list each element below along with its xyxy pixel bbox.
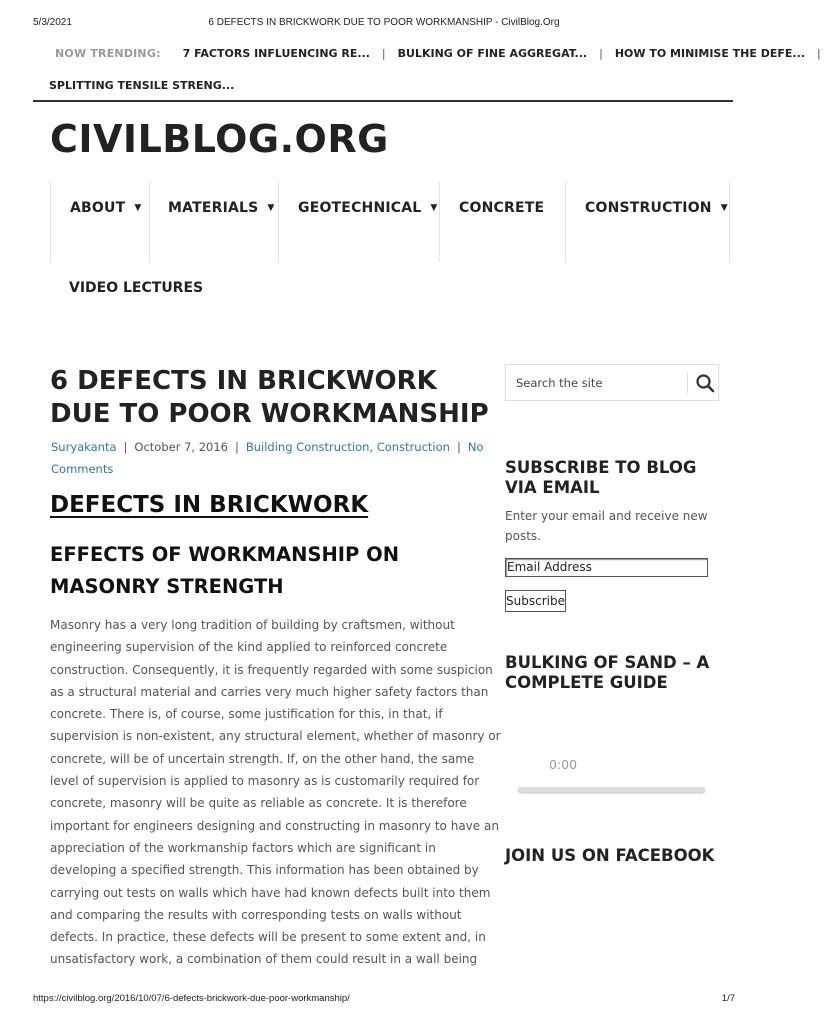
body-line: construction. Consequently, it is frequently regarded with some suspicion: [50, 662, 493, 677]
body-line: carrying out tests on walls which have had known defects built into them: [50, 885, 491, 900]
print-header: [0, 17, 768, 31]
body-line: and comparing the results with corresponding tests on walls without: [50, 907, 462, 922]
body-line: important for engineers designing and constructing in masonry to have an: [50, 818, 499, 833]
nav-label: GEOTECHNICAL: [298, 200, 422, 216]
caret-down-icon: ▼: [430, 203, 438, 213]
nav-label: ABOUT: [70, 200, 126, 216]
meta-separator: |: [234, 440, 239, 454]
body-line: as a structural material and carries very much higher safety factors than: [50, 684, 489, 699]
audio-progress-bar[interactable]: [518, 787, 705, 792]
nav-item-about[interactable]: [50, 182, 149, 262]
nav-item-construction[interactable]: [565, 182, 729, 262]
post-date: October 7, 2016: [134, 440, 228, 454]
body-line: concrete, masonry will be quite as reliable as concrete. It is therefore: [50, 796, 467, 811]
trending-separator: |: [381, 46, 386, 60]
nav-item-geotechnical[interactable]: [278, 182, 439, 262]
search-icon[interactable]: [695, 373, 715, 393]
trending-separator: |: [599, 46, 603, 60]
body-line: Masonry has a very long tradition of building by craftsmen, without: [50, 618, 455, 632]
facebook-widget-title: JOIN US ON FACEBOOK: [505, 846, 715, 865]
section-heading: DEFECTS IN BRICKWORK: [50, 492, 369, 518]
trending-separator: |: [816, 46, 821, 60]
print-footer: [0, 993, 768, 1007]
subscribe-button[interactable]: Subscribe: [505, 590, 566, 612]
audio-time: 0:00: [549, 757, 578, 772]
search-divider: [687, 373, 688, 393]
body-line: engineering supervision of the kind applied to reinforced concrete: [50, 640, 448, 655]
comments-link[interactable]: Comments: [51, 462, 114, 476]
body-line: defects. In practice, these defects will be present to some extent and, in: [50, 930, 486, 945]
nav-divider: [729, 182, 730, 262]
post-meta: [51, 436, 491, 480]
body-line: concrete, will be of uncertain strength. If, on the other hand, the same: [50, 751, 475, 766]
trending-link[interactable]: BULKING OF FINE AGGREGAT...: [397, 46, 588, 60]
bulking-widget-title: BULKING OF SAND – A COMPLETE GUIDE: [505, 653, 710, 692]
author-link[interactable]: Suryakanta: [51, 440, 117, 454]
meta-separator: |: [123, 440, 128, 454]
subsection-heading: EFFECTS OF WORKMANSHIP ON MASONRY STRENGTH: [50, 543, 400, 598]
comments-link[interactable]: No: [467, 440, 484, 454]
post-title: 6 DEFECTS IN BRICKWORK DUE TO POOR WORKMANSHIP: [50, 366, 489, 429]
search-input[interactable]: Search the site: [516, 376, 603, 390]
header-divider: [33, 100, 733, 102]
print-date: 5/3/2021: [33, 17, 72, 28]
caret-down-icon: ▼: [134, 203, 142, 213]
body-line: appreciation of the workmanship factors which are significant in: [50, 840, 436, 855]
search-box[interactable]: [505, 364, 719, 401]
body-line: level of supervision is applied to masonry as is customarily required for: [50, 774, 480, 789]
body-line: concrete. There is, of course, some justification for this, in that, if: [50, 707, 443, 722]
nav-label: CONSTRUCTION: [585, 200, 712, 216]
site-title[interactable]: CIVILBLOG.ORG: [50, 117, 389, 161]
caret-down-icon: ▼: [720, 203, 728, 213]
caret-down-icon: ▼: [267, 203, 275, 213]
meta-separator: |: [456, 440, 461, 454]
nav-label: MATERIALS: [168, 200, 259, 216]
subscribe-widget-title: SUBSCRIBE TO BLOG VIA EMAIL: [505, 458, 697, 497]
nav-item-concrete[interactable]: [439, 182, 565, 262]
article-body: [50, 614, 501, 971]
body-line: developing a specified strength. This information has been obtained by: [50, 863, 479, 878]
category-link[interactable]: Construction: [376, 440, 450, 454]
nav-item-video-lectures[interactable]: VIDEO LECTURES: [69, 280, 204, 296]
print-url: https://civilblog.org/2016/10/07/6-defects-brickwork-due-poor-workmanship/: [33, 993, 350, 1004]
trending-label: NOW TRENDING:: [55, 46, 161, 60]
print-page-number: 1/7: [721, 993, 735, 1004]
email-field[interactable]: Email Address: [505, 558, 708, 577]
category-link[interactable]: Building Construction: [245, 440, 370, 454]
trending-link[interactable]: 7 FACTORS INFLUENCING RE...: [182, 46, 370, 60]
nav-label: CONCRETE: [459, 200, 545, 216]
print-title: 6 DEFECTS IN BRICKWORK DUE TO POOR WORKMANSHIP - CivilBlog.Org: [208, 17, 560, 28]
body-line: supervision is non-existent, any structural element, whether of masonry or: [50, 729, 501, 744]
body-line: unsatisfactory work, a combination of them could result in a wall being: [50, 952, 478, 967]
subscribe-description: Enter your email and receive new posts.: [505, 509, 708, 543]
category-separator: ,: [369, 440, 374, 454]
trending-link[interactable]: HOW TO MINIMISE THE DEFE...: [614, 46, 805, 60]
trending-link[interactable]: SPLITTING TENSILE STRENG...: [49, 78, 235, 92]
nav-item-materials[interactable]: [149, 182, 278, 262]
